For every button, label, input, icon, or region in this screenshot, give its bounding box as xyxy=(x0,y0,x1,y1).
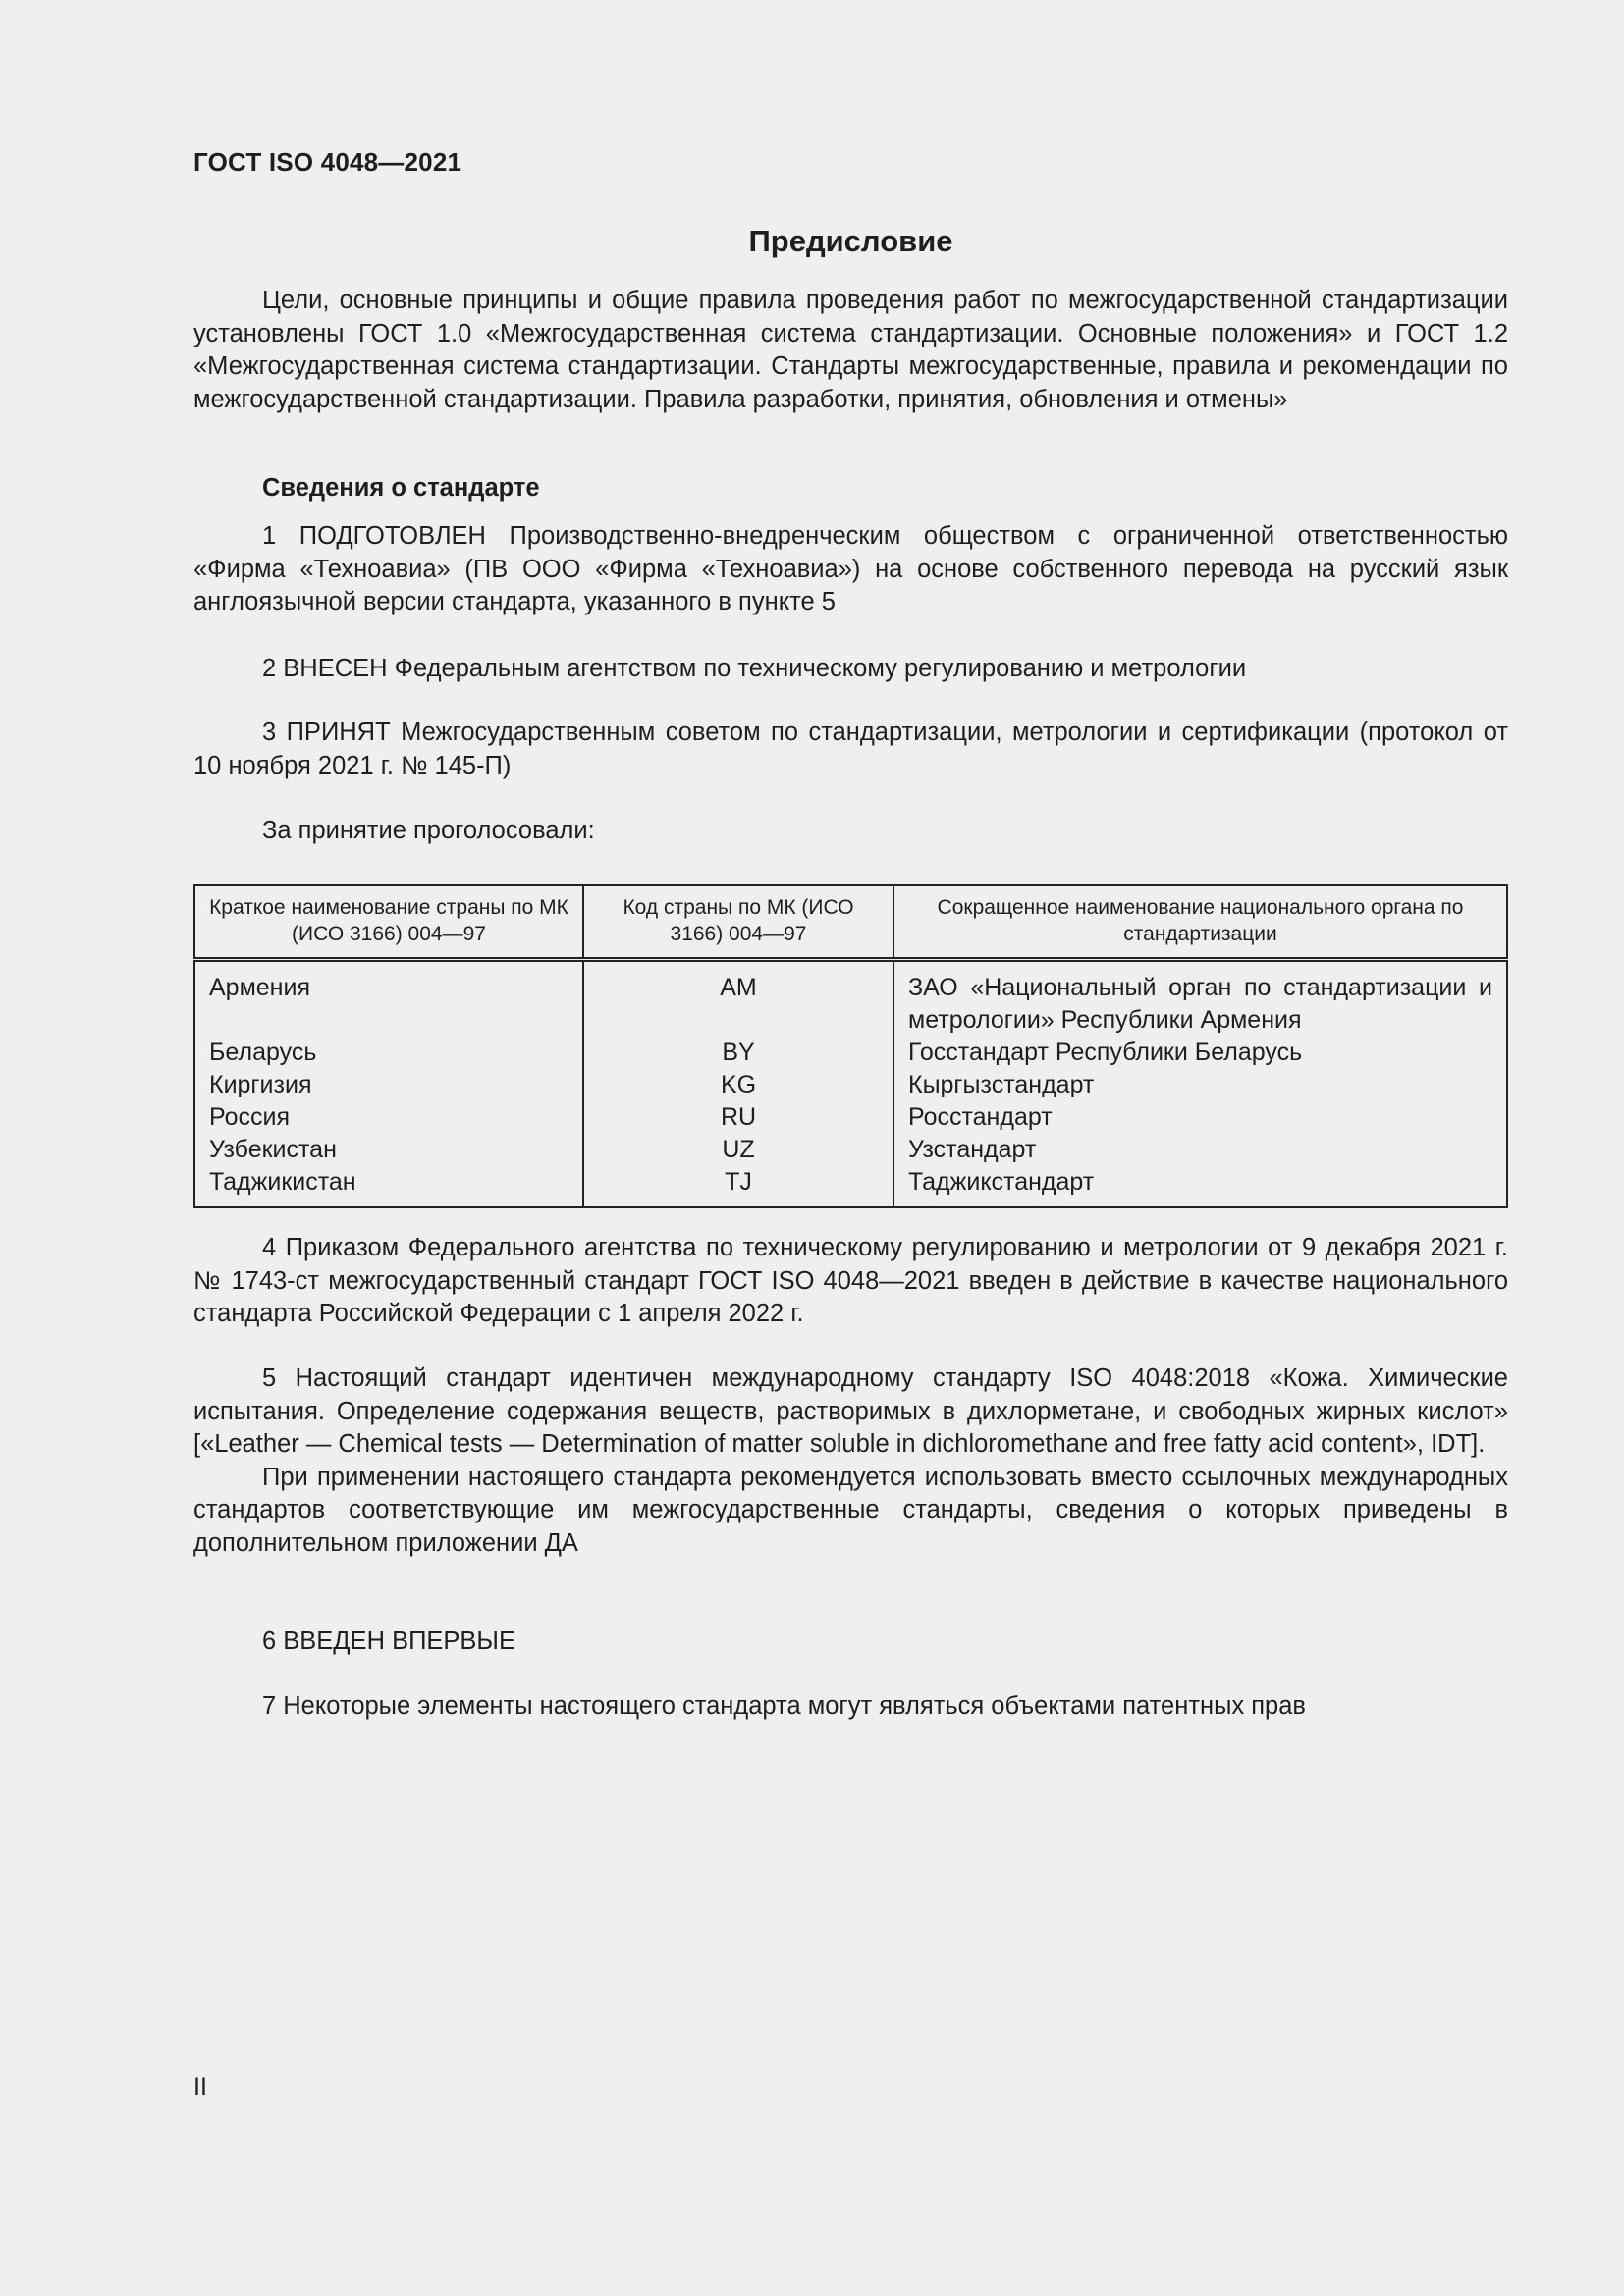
voted-block xyxy=(193,815,1508,848)
standards-body: ЗАО «Национальный орган по стандартизации и метрологии» Республики Армения xyxy=(893,960,1507,1038)
item-7-block xyxy=(193,1690,1508,1724)
table-row xyxy=(194,1166,1507,1207)
standards-body: Росстандарт xyxy=(893,1101,1507,1134)
voting-countries-table xyxy=(193,884,1508,1208)
item-2: 2 ВНЕСЕН Федеральным агентством по техническому регулированию и метрологии xyxy=(262,655,1247,682)
item-5: 5 Настоящий стандарт идентичен международному стандарту ISO 4048:2018 «Кожа. Химические испытания. Определение содержания веществ, растворимых в дихлорметане, и свободных жирных кислот» [«Leather — Chemical tests — Determination of matter soluble in dichloromethane and free fatty acid content», IDT]. xyxy=(193,1364,1508,1458)
item-2-block xyxy=(193,653,1508,686)
country-code: KG xyxy=(583,1069,893,1101)
table-row xyxy=(194,1069,1507,1101)
country-code: BY xyxy=(583,1037,893,1069)
table-row xyxy=(194,1134,1507,1166)
page-number: II xyxy=(193,2073,207,2101)
country-code: RU xyxy=(583,1101,893,1134)
voted-label: За принятие проголосовали: xyxy=(262,817,595,844)
header-code: Код страны по МК (ИСО 3166) 004—97 xyxy=(583,885,893,960)
country-name: Россия xyxy=(209,1103,290,1131)
country-name: Узбекистан xyxy=(209,1136,337,1163)
standards-body: Узстандарт xyxy=(893,1134,1507,1166)
country-code: AM xyxy=(583,960,893,1038)
info-heading: Сведения о стандарте xyxy=(262,474,540,502)
header-country: Краткое наименование страны по МК (ИСО 3166) 004—97 xyxy=(194,885,583,960)
standards-body: Таджикстандарт xyxy=(893,1166,1507,1207)
item-4-block xyxy=(193,1232,1508,1331)
country-name: Беларусь xyxy=(209,1039,317,1066)
country-code: TJ xyxy=(583,1166,893,1207)
country-name: Киргизия xyxy=(209,1071,312,1098)
item-1-block xyxy=(193,520,1508,619)
table-row xyxy=(194,1037,1507,1069)
country-name: Армения xyxy=(209,974,310,1001)
standards-body: Кыргызстандарт xyxy=(893,1069,1507,1101)
info-section xyxy=(193,472,1508,506)
item-5-block xyxy=(193,1362,1508,1560)
table-row xyxy=(194,960,1507,1038)
page-title: Предисловие xyxy=(748,224,953,258)
table-header-row xyxy=(194,885,1507,960)
item-4: 4 Приказом Федерального агентства по техническому регулированию и метрологии от 9 декабря 2021 г. № 1743-ст межгосударственный стандарт ГОСТ ISO 4048—2021 введен в действие в качестве национального стандарта Российской Федерации с 1 апреля 2022 г. xyxy=(193,1234,1508,1327)
item-6-block xyxy=(193,1626,1508,1659)
item-6: 6 ВВЕДЕН ВПЕРВЫЕ xyxy=(262,1628,516,1655)
item-3: 3 ПРИНЯТ Межгосударственным советом по стандартизации, метрологии и сертификации (протокол от 10 ноября 2021 г. № 145-П) xyxy=(193,719,1508,779)
table-row xyxy=(194,1101,1507,1134)
header-org: Сокращенное наименование национального органа по стандартизации xyxy=(893,885,1507,960)
standards-body: Госстандарт Республики Беларусь xyxy=(893,1037,1507,1069)
country-name: Таджикистан xyxy=(209,1168,356,1196)
intro-block xyxy=(193,285,1508,416)
item-3-block xyxy=(193,717,1508,782)
intro-paragraph: Цели, основные принципы и общие правила проведения работ по межгосударственной стандартизации установлены ГОСТ 1.0 «Межгосударственная система стандартизации. Основные положения» и ГОСТ 1.2 «Межгосударственная система стандартизации. Стандарты межгосударственные, правила и рекомендации по межгосударственной стандартизации. Правила разработки, принятия, обновления и отмены» xyxy=(193,287,1508,413)
item-1: 1 ПОДГОТОВЛЕН Производственно-внедренческим обществом с ограниченной ответственностью «Фирма «Техноавиа» (ПВ ООО «Фирма «Техноавиа») на основе собственного перевода на русский язык англоязычной версии стандарта, указанного в пункте 5 xyxy=(193,522,1508,615)
item-7: 7 Некоторые элементы настоящего стандарта могут являться объектами патентных прав xyxy=(262,1692,1306,1720)
country-code: UZ xyxy=(583,1134,893,1166)
document-code: ГОСТ ISO 4048—2021 xyxy=(193,147,462,177)
item-5-note: При применении настоящего стандарта рекомендуется использовать вместо ссылочных международных стандартов соответствующие им межгосударственные стандарты, сведения о которых приведены в дополнительном приложении ДА xyxy=(193,1463,1508,1557)
